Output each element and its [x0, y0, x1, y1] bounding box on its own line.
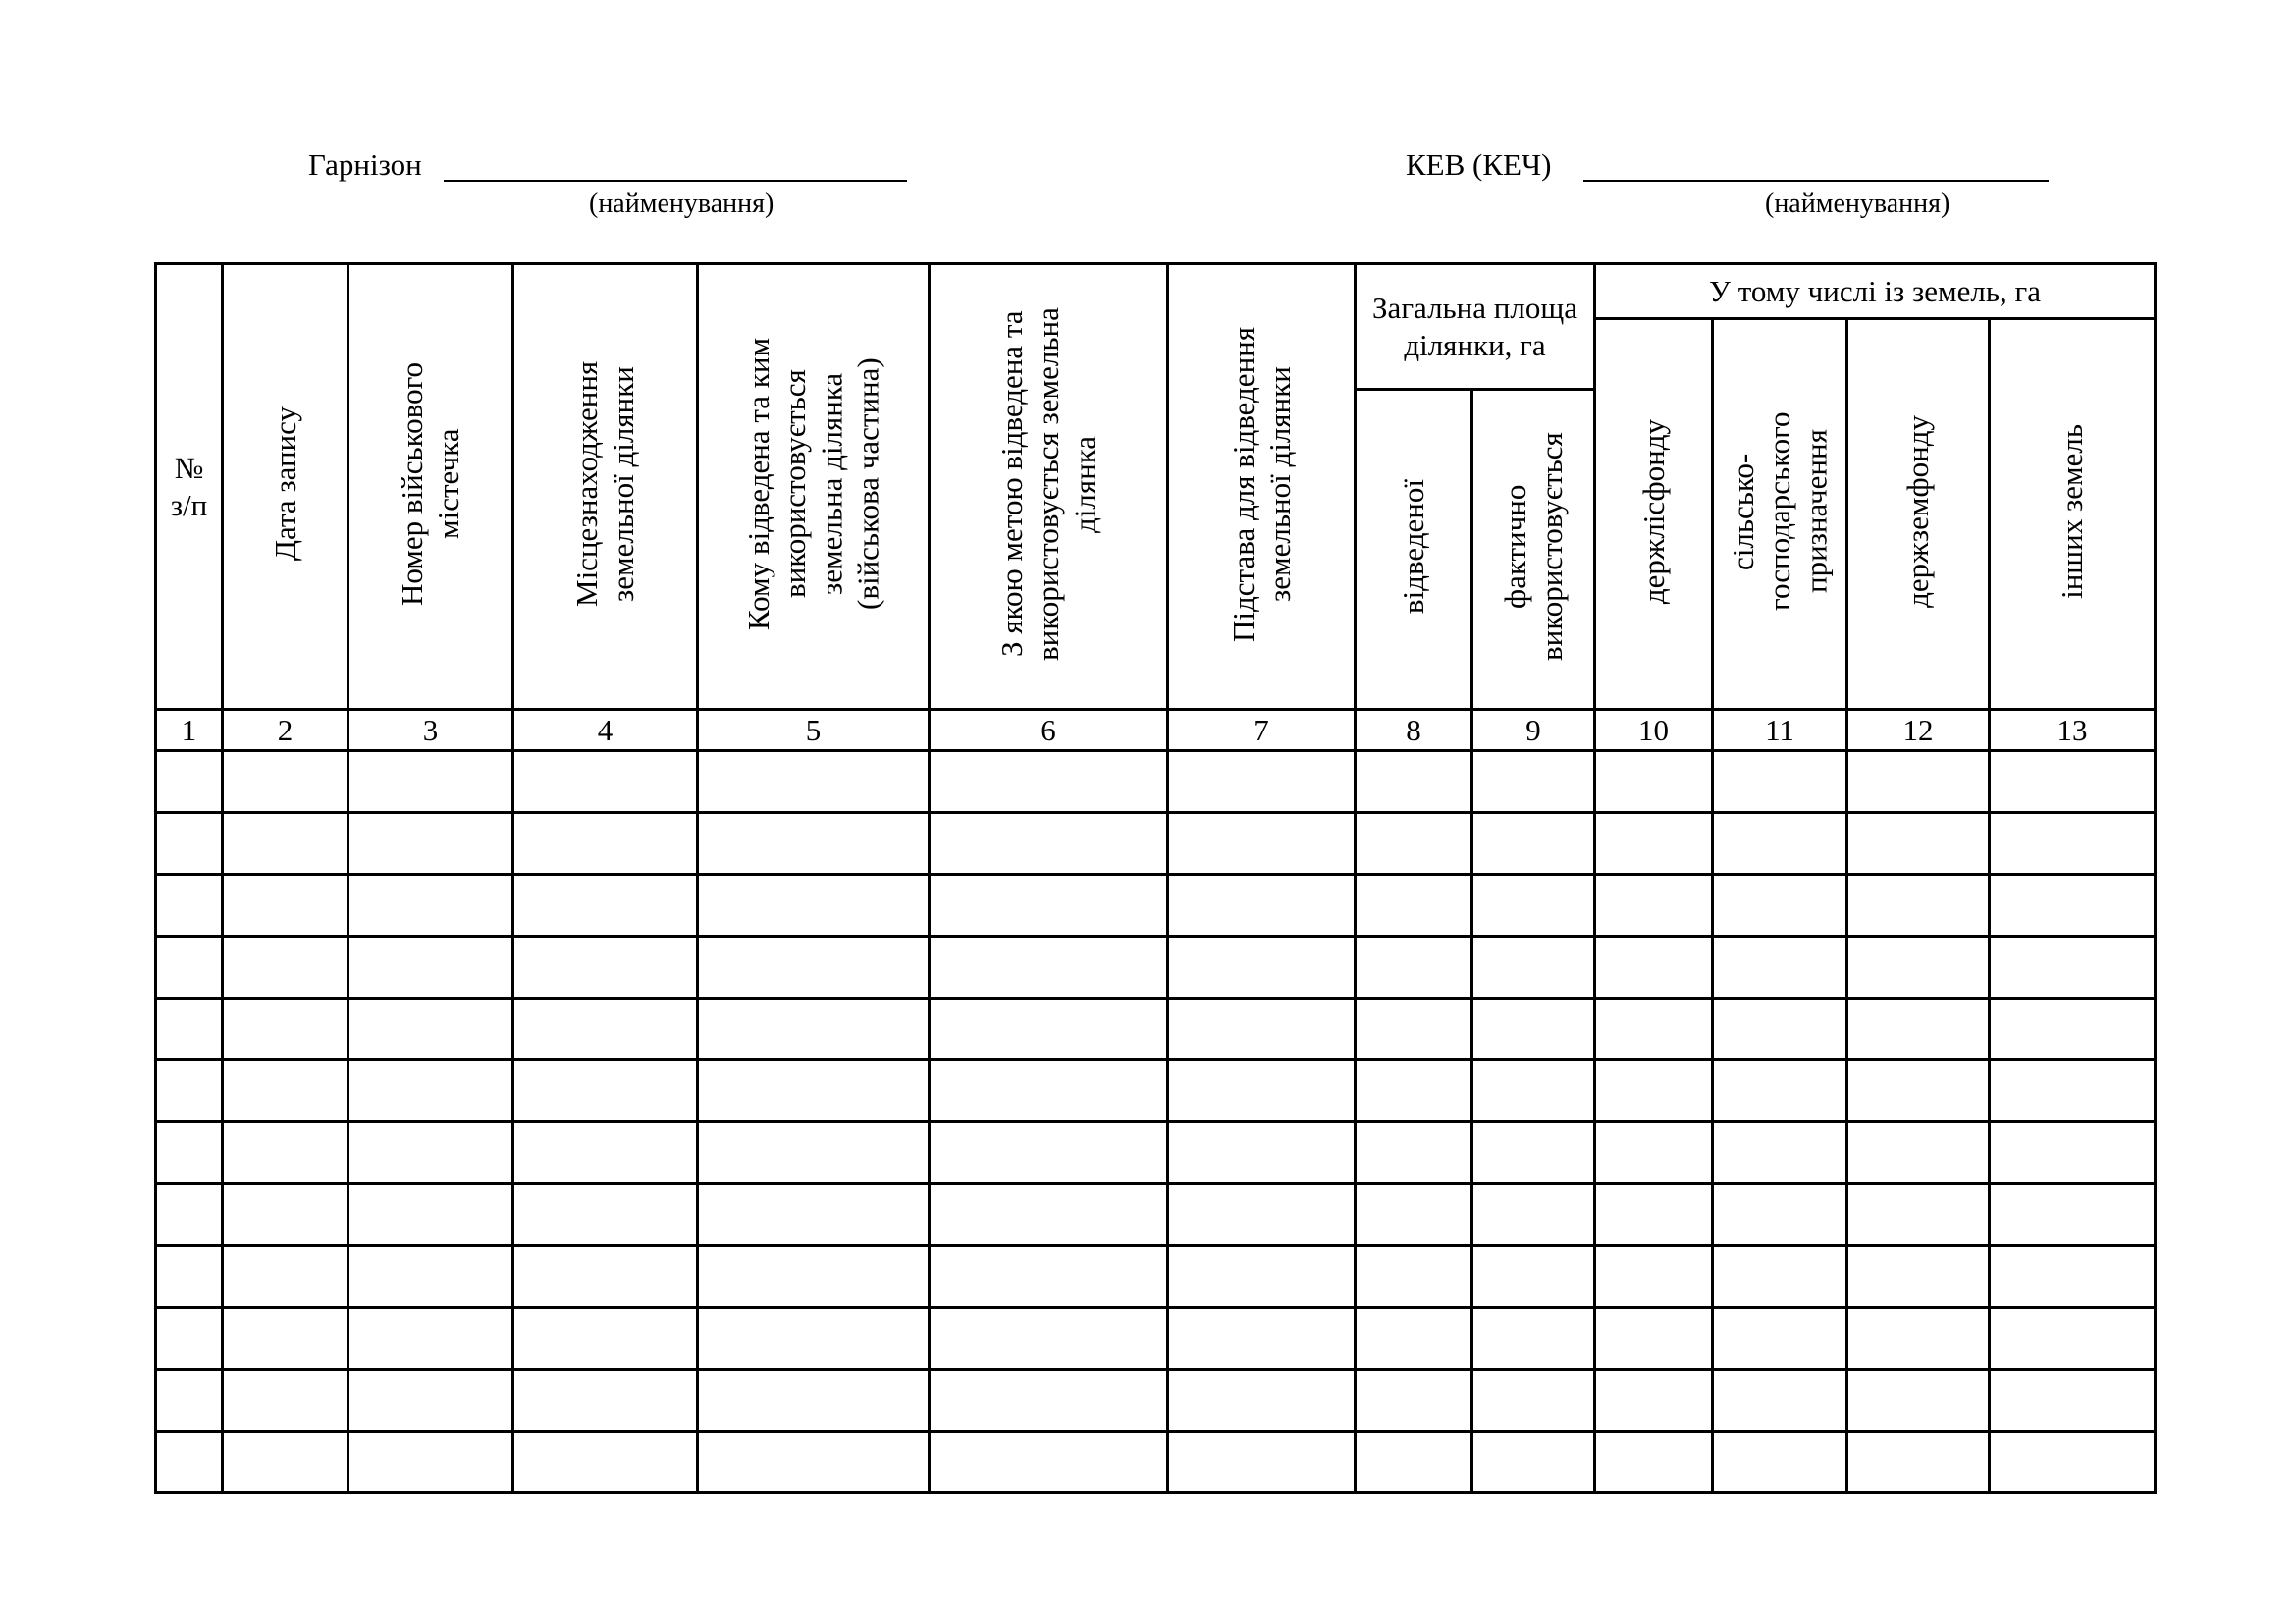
table-cell[interactable] [1168, 1060, 1356, 1122]
column-number-row [156, 710, 2156, 751]
header-cell-actually-used [1472, 390, 1595, 710]
table-cell[interactable] [1595, 1308, 1713, 1370]
table-cell[interactable] [1356, 875, 1472, 937]
table-cell[interactable] [1356, 999, 1472, 1060]
column-number-cell: 11 [1713, 710, 1847, 751]
header-cell-forest-fund [1595, 319, 1713, 710]
table-cell[interactable] [1356, 1432, 1472, 1493]
table-cell[interactable] [1847, 937, 1990, 999]
table-cell[interactable] [1356, 1060, 1472, 1122]
column-number-cell: 9 [1472, 710, 1595, 751]
table-cell[interactable] [1990, 1060, 2156, 1122]
table-cell[interactable] [348, 1246, 513, 1308]
table-cell[interactable] [1990, 1184, 2156, 1246]
table-cell[interactable] [698, 1184, 930, 1246]
table-cell[interactable] [698, 875, 930, 937]
header-assigned-to-label: Кому відведена та ким використовується земельна ділянка (військова частина) [741, 337, 885, 631]
table-cell[interactable] [1990, 937, 2156, 999]
table-cell[interactable] [1713, 875, 1847, 937]
table-cell[interactable] [348, 751, 513, 813]
column-number-cell: 5 [698, 710, 930, 751]
header-cell-allocated [1356, 390, 1472, 710]
header-agricultural-label: сільсько-господарського призначення [1726, 411, 1834, 612]
table-cell[interactable] [930, 1246, 1168, 1308]
table-cell[interactable] [223, 1308, 348, 1370]
table-cell[interactable] [156, 1184, 223, 1246]
table-cell[interactable] [1472, 813, 1595, 875]
table-cell[interactable] [1472, 1308, 1595, 1370]
table-cell[interactable] [513, 1308, 698, 1370]
table-cell[interactable] [1713, 999, 1847, 1060]
table-cell[interactable] [1847, 751, 1990, 813]
table-cell[interactable] [1168, 1122, 1356, 1184]
table-cell[interactable] [156, 875, 223, 937]
table-cell[interactable] [348, 875, 513, 937]
table-cell[interactable] [156, 1308, 223, 1370]
header-settlement-number-label: Номер військового містечка [395, 362, 466, 607]
table-cell[interactable] [1168, 999, 1356, 1060]
table-cell[interactable] [1356, 813, 1472, 875]
table-cell[interactable] [698, 1122, 930, 1184]
table-cell[interactable] [1847, 1432, 1990, 1493]
table-cell[interactable] [348, 1184, 513, 1246]
column-number-cell: 3 [348, 710, 513, 751]
table-cell[interactable] [1847, 1246, 1990, 1308]
header-row-top [156, 264, 2156, 319]
table-cell[interactable] [156, 999, 223, 1060]
table-cell[interactable] [1713, 1432, 1847, 1493]
table-cell[interactable] [1990, 999, 2156, 1060]
header-date-label: Дата запису [267, 406, 302, 562]
table-row [156, 1246, 2156, 1308]
table-row [156, 1308, 2156, 1370]
table-cell[interactable] [930, 1308, 1168, 1370]
header-land-fund-label: держземфонду [1900, 415, 1936, 608]
table-cell[interactable] [513, 937, 698, 999]
header-cell-total-area [1356, 264, 1595, 390]
table-cell[interactable] [1713, 1246, 1847, 1308]
kev-name-hint: (найменування) [1765, 189, 1950, 219]
table-cell[interactable] [698, 937, 930, 999]
table-cell[interactable] [348, 1060, 513, 1122]
header-cell-number [156, 264, 223, 710]
table-cell[interactable] [348, 937, 513, 999]
table-cell[interactable] [1356, 937, 1472, 999]
table-cell[interactable] [1472, 751, 1595, 813]
column-number-cell: 12 [1847, 710, 1990, 751]
table-cell[interactable] [1595, 751, 1713, 813]
table-cell[interactable] [1713, 1060, 1847, 1122]
table-cell[interactable] [1595, 999, 1713, 1060]
table-cell[interactable] [348, 999, 513, 1060]
table-cell[interactable] [1847, 1370, 1990, 1432]
table-cell[interactable] [1713, 1184, 1847, 1246]
table-cell[interactable] [1595, 1370, 1713, 1432]
header-forest-fund-label: держлісфонду [1635, 418, 1671, 605]
table-cell[interactable] [1168, 1432, 1356, 1493]
header-cell-purpose [930, 264, 1168, 710]
header-cell-date [223, 264, 348, 710]
table-cell[interactable] [1356, 1308, 1472, 1370]
table-cell[interactable] [1713, 813, 1847, 875]
table-cell[interactable] [1472, 1432, 1595, 1493]
column-number-cell: 4 [513, 710, 698, 751]
table-row [156, 875, 2156, 937]
garrison-name-field[interactable] [444, 180, 907, 182]
table-cell[interactable] [513, 1246, 698, 1308]
table-cell[interactable] [348, 1308, 513, 1370]
header-basis-label: Підстава для відведення земельної ділянки [1225, 326, 1297, 642]
table-cell[interactable] [513, 999, 698, 1060]
table-cell[interactable] [698, 999, 930, 1060]
table-row [156, 1432, 2156, 1493]
header-cell-location [513, 264, 698, 710]
table-row [156, 813, 2156, 875]
header-other-lands-label: інших земель [2055, 424, 2090, 599]
table-cell[interactable] [1847, 1184, 1990, 1246]
table-cell[interactable] [930, 1122, 1168, 1184]
table-cell[interactable] [1472, 1184, 1595, 1246]
table-row [156, 937, 2156, 999]
table-cell[interactable] [1595, 875, 1713, 937]
table-cell[interactable] [1990, 813, 2156, 875]
table-cell[interactable] [156, 751, 223, 813]
table-cell[interactable] [1595, 937, 1713, 999]
table-cell[interactable] [1356, 1184, 1472, 1246]
table-cell[interactable] [1472, 937, 1595, 999]
table-cell[interactable] [223, 813, 348, 875]
table-cell[interactable] [223, 751, 348, 813]
table-cell[interactable] [1472, 875, 1595, 937]
table-cell[interactable] [513, 1060, 698, 1122]
table-row [156, 1122, 2156, 1184]
table-cell[interactable] [1713, 1308, 1847, 1370]
garrison-name-hint: (найменування) [589, 189, 774, 219]
header-cell-including [1595, 264, 2156, 319]
table-cell[interactable] [513, 813, 698, 875]
table-cell[interactable] [1168, 813, 1356, 875]
table-cell[interactable] [698, 1246, 930, 1308]
table-row [156, 1060, 2156, 1122]
column-number-cell: 10 [1595, 710, 1713, 751]
table-cell[interactable] [223, 1060, 348, 1122]
table-cell[interactable] [1595, 1122, 1713, 1184]
kev-name-field[interactable] [1583, 180, 2049, 182]
table-cell[interactable] [513, 1122, 698, 1184]
table-cell[interactable] [513, 751, 698, 813]
table-cell[interactable] [513, 1432, 698, 1493]
table-cell[interactable] [1847, 875, 1990, 937]
table-cell[interactable] [156, 1060, 223, 1122]
table-cell[interactable] [156, 1122, 223, 1184]
column-number-cell: 13 [1990, 710, 2156, 751]
table-cell[interactable] [1168, 875, 1356, 937]
table-cell[interactable] [1990, 1122, 2156, 1184]
table-cell[interactable] [1168, 1246, 1356, 1308]
table-cell[interactable] [698, 1308, 930, 1370]
table-row [156, 751, 2156, 813]
table-cell[interactable] [1356, 1122, 1472, 1184]
header-number-label: № з/п [170, 451, 208, 522]
header-cell-basis [1168, 264, 1356, 710]
table-cell[interactable] [698, 751, 930, 813]
table-cell[interactable] [1847, 1122, 1990, 1184]
table-cell[interactable] [223, 1246, 348, 1308]
table-cell[interactable] [1847, 1308, 1990, 1370]
column-number-cell: 1 [156, 710, 223, 751]
table-cell[interactable] [1990, 1308, 2156, 1370]
table-cell[interactable] [1472, 1246, 1595, 1308]
table-cell[interactable] [698, 1432, 930, 1493]
table-cell[interactable] [698, 813, 930, 875]
table-cell[interactable] [223, 937, 348, 999]
table-cell[interactable] [1847, 999, 1990, 1060]
table-cell[interactable] [1168, 937, 1356, 999]
table-cell[interactable] [698, 1060, 930, 1122]
table-cell[interactable] [156, 937, 223, 999]
land-register-table [154, 262, 2157, 1494]
table-cell[interactable] [1713, 937, 1847, 999]
table-cell[interactable] [1168, 1308, 1356, 1370]
table-cell[interactable] [930, 1432, 1168, 1493]
header-purpose-label: З якою метою відведена та використовується земельна ділянка [994, 307, 1102, 661]
table-cell[interactable] [930, 875, 1168, 937]
table-cell[interactable] [1713, 1370, 1847, 1432]
table-row [156, 1370, 2156, 1432]
table-cell[interactable] [1168, 1184, 1356, 1246]
table-cell[interactable] [930, 751, 1168, 813]
table-cell[interactable] [223, 1122, 348, 1184]
table-cell[interactable] [223, 1370, 348, 1432]
table-cell[interactable] [223, 1432, 348, 1493]
header-including-label: У тому числі із земель, га [1709, 273, 2042, 308]
table-cell[interactable] [1990, 1246, 2156, 1308]
table-cell[interactable] [698, 1370, 930, 1432]
table-cell[interactable] [1990, 1432, 2156, 1493]
column-number-cell: 6 [930, 710, 1168, 751]
table-cell[interactable] [1168, 751, 1356, 813]
table-cell[interactable] [930, 999, 1168, 1060]
table-cell[interactable] [513, 875, 698, 937]
table-cell[interactable] [1990, 875, 2156, 937]
header-cell-assigned-to [698, 264, 930, 710]
header-cell-agricultural [1713, 319, 1847, 710]
table-cell[interactable] [1847, 813, 1990, 875]
table-cell[interactable] [1990, 1370, 2156, 1432]
table-cell[interactable] [156, 1370, 223, 1432]
table-cell[interactable] [1356, 751, 1472, 813]
header-cell-land-fund [1847, 319, 1990, 710]
table-cell[interactable] [1713, 1122, 1847, 1184]
header-location-label: Місцезнаходження земельної ділянки [569, 360, 641, 608]
table-cell[interactable] [348, 1122, 513, 1184]
table-cell[interactable] [1713, 751, 1847, 813]
table-cell[interactable] [1595, 1432, 1713, 1493]
table-cell[interactable] [513, 1184, 698, 1246]
header-actually-used-label: фактично використовується [1497, 432, 1569, 662]
table-cell[interactable] [1595, 813, 1713, 875]
table-cell[interactable] [1595, 1184, 1713, 1246]
table-cell[interactable] [348, 1370, 513, 1432]
table-cell[interactable] [1990, 751, 2156, 813]
table-cell[interactable] [1595, 1060, 1713, 1122]
header-cell-settlement-number [348, 264, 513, 710]
header-cell-other-lands [1990, 319, 2156, 710]
table-cell[interactable] [513, 1370, 698, 1432]
table-cell[interactable] [1595, 1246, 1713, 1308]
table-cell[interactable] [930, 1184, 1168, 1246]
table-body [156, 751, 2156, 1493]
table-cell[interactable] [156, 1246, 223, 1308]
table-cell[interactable] [223, 875, 348, 937]
table-cell[interactable] [1356, 1246, 1472, 1308]
column-number-cell: 2 [223, 710, 348, 751]
header-total-area-label: Загальна площа ділянки, га [1372, 291, 1577, 362]
table-cell[interactable] [1472, 1122, 1595, 1184]
column-number-cell: 8 [1356, 710, 1472, 751]
column-number-cell: 7 [1168, 710, 1356, 751]
table-cell[interactable] [223, 1184, 348, 1246]
garrison-label: Гарнізон [308, 147, 422, 182]
table-cell[interactable] [930, 1060, 1168, 1122]
table-cell[interactable] [1472, 999, 1595, 1060]
table-row [156, 1184, 2156, 1246]
table-cell[interactable] [930, 937, 1168, 999]
table-cell[interactable] [1847, 1060, 1990, 1122]
table-cell[interactable] [223, 999, 348, 1060]
table-cell[interactable] [1472, 1060, 1595, 1122]
table-cell[interactable] [1168, 1370, 1356, 1432]
table-cell[interactable] [930, 1370, 1168, 1432]
table-cell[interactable] [348, 1432, 513, 1493]
table-row [156, 999, 2156, 1060]
table-cell[interactable] [156, 813, 223, 875]
table-cell[interactable] [930, 813, 1168, 875]
kev-label: КЕВ (КЕЧ) [1406, 147, 1552, 182]
table-cell[interactable] [348, 813, 513, 875]
header-allocated-label: відведеної [1396, 479, 1431, 615]
table-cell[interactable] [1356, 1370, 1472, 1432]
table-cell[interactable] [156, 1432, 223, 1493]
table-cell[interactable] [1472, 1370, 1595, 1432]
